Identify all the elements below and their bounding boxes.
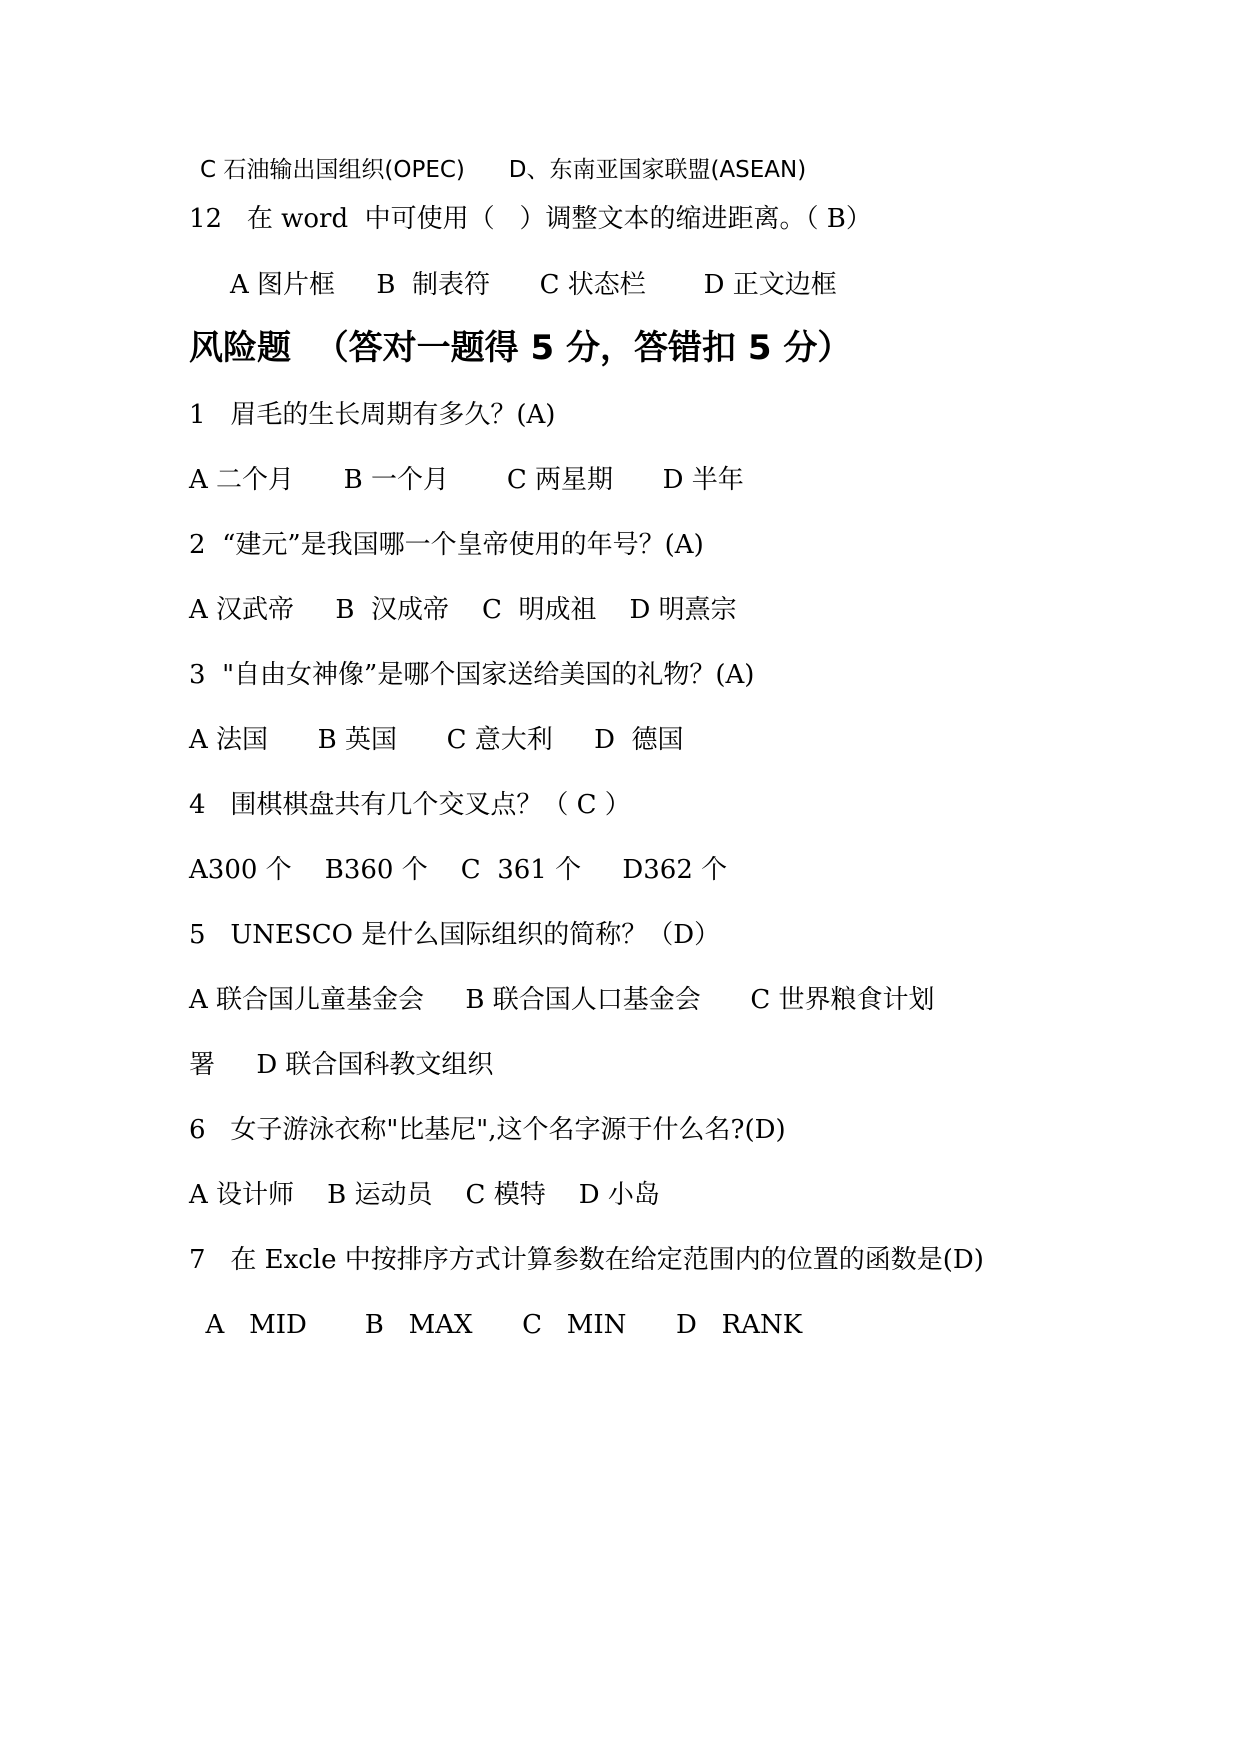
section-heading-risk: 风险题 （答对一题得 5 分，答错扣 5 分） <box>189 328 852 368</box>
question-12: 12 在 word 中可使用（ ）调整文本的缩进距离。（ B） <box>189 204 872 234</box>
options-5-part2: 署 D 联合国科教文组织 <box>189 1050 494 1080</box>
question-1: 1 眉毛的生长周期有多久？(A) <box>189 400 556 430</box>
options-7: A MID B MAX C MIN D RANK <box>189 1310 803 1340</box>
options-12: A 图片框 B 制表符 C 状态栏 D 正文边框 <box>230 270 837 300</box>
options-6: A 设计师 B 运动员 C 模特 D 小岛 <box>189 1180 660 1210</box>
question-6: 6 女子游泳衣称"比基尼",这个名字源于什么名?(D) <box>189 1115 786 1145</box>
options-2: A 汉武帝 B 汉成帝 C 明成祖 D 明熹宗 <box>189 595 737 625</box>
options-1: A 二个月 B 一个月 C 两星期 D 半年 <box>189 465 744 495</box>
options-4: A300 个 B360 个 C 361 个 D362 个 <box>189 855 728 885</box>
question-2: 2 “建元”是我国哪一个皇帝使用的年号？(A) <box>189 530 704 560</box>
options-3: A 法国 B 英国 C 意大利 D 德国 <box>189 725 684 755</box>
question-4: 4 围棋棋盘共有几个交叉点？（ C ） <box>189 790 631 820</box>
option-line-11: C 石油输出国组织(OPEC) D、东南亚国家联盟(ASEAN) <box>200 157 807 183</box>
question-5: 5 UNESCO 是什么国际组织的简称？（D） <box>189 920 721 950</box>
options-5-part1: A 联合国儿童基金会 B 联合国人口基金会 C 世界粮食计划 <box>189 985 935 1015</box>
question-7: 7 在 Excle 中按排序方式计算参数在给定范围内的位置的函数是(D) <box>189 1245 984 1275</box>
question-3: 3 "自由女神像”是哪个国家送给美国的礼物？(A) <box>189 660 755 690</box>
